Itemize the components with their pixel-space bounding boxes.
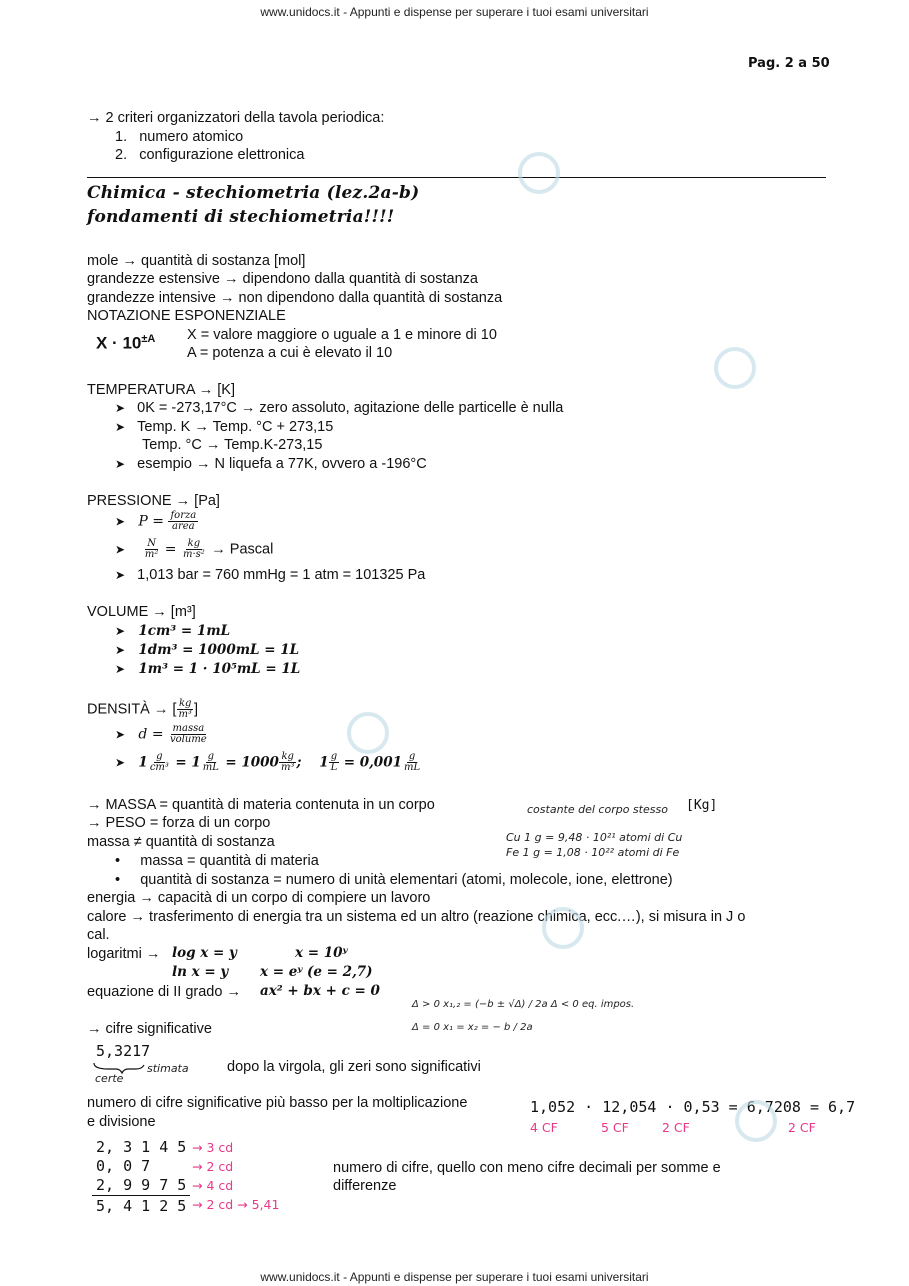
logaritmi-label: logaritmi → — [87, 946, 161, 962]
section-subtitle: fondamenti di stechiometria!!!! — [87, 207, 395, 227]
pressione-heading: PRESSIONE → [Pa] — [87, 493, 220, 509]
somme-line-1: numero di cifre, quello con meno cifre decimali per somme e — [333, 1160, 721, 1176]
intro-item-2: 2. configurazione elettronica — [115, 147, 305, 163]
exp-a-def: A = potenza a cui è elevato il 10 — [187, 345, 393, 361]
delta-note-2: Δ = 0 x₁ = x₂ = − b / 2a — [412, 1022, 533, 1033]
massa-bullet-2: • quantità di sostanza = numero di unità elementari (atomi, molecole, ione, elettrone) — [115, 872, 673, 888]
example-5321: 5,3217 — [96, 1042, 151, 1060]
sum-cd-4: → 2 cd → 5,41 — [192, 1197, 280, 1212]
sum-row-1: 2, 3 1 4 5 — [96, 1138, 187, 1156]
mult-line-1: numero di cifre significative più basso per la moltiplicazione — [87, 1095, 468, 1111]
massa-line: → MASSA = quantità di materia contenuta in un corpo — [87, 797, 435, 813]
ln-formula: ln x = y — [172, 964, 229, 980]
cf-label-1: 4 CF — [530, 1120, 558, 1135]
sum-line — [92, 1195, 190, 1196]
somme-line-2: differenze — [333, 1178, 397, 1194]
peso-line: → PESO = forza di un corpo — [87, 815, 271, 831]
eq2-label: equazione di II grado → — [87, 984, 241, 1000]
volume-item-1: ➤ 1cm³ = 1mL — [115, 623, 231, 639]
notazione-heading: NOTAZIONE ESPONENZIALE — [87, 308, 286, 324]
calore-line-1: calore → trasferimento di energia tra un sistema ed un altro (reazione chimica, ecc.…), si misura in J o — [87, 909, 746, 925]
cifre-note: dopo la virgola, gli zeri sono significativi — [227, 1059, 481, 1075]
volume-item-3: ➤ 1m³ = 1 · 10⁵mL = 1L — [115, 661, 301, 677]
watermark-logo-icon — [345, 710, 391, 756]
cu-note: Cu 1 g = 9,48 · 10²¹ atomi di Cu — [506, 831, 683, 844]
certe-label: certe — [95, 1072, 124, 1085]
sum-cd-1: → 3 cd — [192, 1140, 234, 1155]
cifre-heading: → cifre significative — [87, 1021, 212, 1037]
watermark-logo-icon — [712, 345, 758, 391]
watermark-logo-icon — [540, 905, 586, 951]
ln-inverse: x = eʸ (e = 2,7) — [260, 964, 373, 980]
cf-label-3: 2 CF — [662, 1120, 690, 1135]
sum-total: 5, 4 1 2 5 — [96, 1197, 187, 1215]
sum-cd-2: → 2 cd — [192, 1159, 234, 1174]
mult-line-2: e divisione — [87, 1114, 156, 1130]
sum-row-2: 0, 0 7 — [96, 1157, 151, 1175]
costante-note: costante del corpo stesso — [527, 803, 668, 816]
temperatura-heading: TEMPERATURA → [K] — [87, 382, 235, 398]
sum-cd-3: → 4 cd — [192, 1178, 234, 1193]
volume-item-2: ➤ 1dm³ = 1000mL = 1L — [115, 642, 300, 658]
temp-item-3: Temp. °C → Temp.K-273,15 — [142, 437, 323, 453]
massa-neq-line: massa ≠ quantità di sostanza — [87, 834, 275, 850]
intro-item-1: 1. numero atomico — [115, 129, 244, 145]
energia-line: energia → capacità di un corpo di compiere un lavoro — [87, 890, 431, 906]
intro-line: → 2 criteri organizzatori della tavola periodica: — [87, 110, 385, 126]
fe-note: Fe 1 g = 1,08 · 10²² atomi di Fe — [506, 846, 680, 859]
delta-note-1: Δ > 0 x₁,₂ = (−b ± √Δ) / 2a Δ < 0 eq. impos. — [412, 999, 635, 1010]
section-divider — [87, 177, 826, 178]
densita-formula: ➤ d = $\frac{\text{massa}}{\text{volume}}$ — [115, 723, 207, 745]
stimata-label: stimata — [147, 1062, 189, 1075]
top-banner[interactable]: www.unidocs.it - Appunti e dispense per superare i tuoi esami universitari — [260, 5, 649, 19]
page-number: Pag. 2 a 50 — [748, 56, 830, 71]
volume-heading: VOLUME → [m³] — [87, 604, 196, 620]
cf-label-2: 5 CF — [601, 1120, 629, 1135]
exp-x-def: X = valore maggiore o uguale a 1 e minore di 10 — [187, 327, 497, 343]
log-formula: log x = y — [172, 945, 237, 961]
def-estensive: grandezze estensive → dipendono dalla quantità di sostanza — [87, 271, 478, 287]
exp-formula: $X \cdot 10^{\pm A}$ — [96, 333, 156, 353]
pressione-units: ➤ $\frac{N}{\text{m²}}$ = $\frac{kg}{\text{m·s²}}$ → Pascal — [115, 538, 274, 560]
temp-item-1: ➤ 0K = -273,17°C → zero assoluto, agitazione delle particelle è nulla — [115, 400, 564, 416]
densita-heading: DENSITÀ → [ $\frac{kg}{\text{m³}}$ ] — [87, 698, 198, 720]
densita-conversion: ➤ 1 $\frac{g}{\text{cm³}}$ = 1 $\frac{g}{mL}$ = 1000 $\frac{kg}{\text{m³}}$ ; 1 $\frac{g}{L}$ = 0,001 $\frac{g}{mL}$ — [115, 751, 421, 773]
massa-bullet-1: • massa = quantità di materia — [115, 853, 319, 869]
mult-example: 1,052 · 12,054 · 0,53 = 6,7208 = 6,7 — [530, 1098, 856, 1116]
cf-label-4: 2 CF — [788, 1120, 816, 1135]
sum-row-3: 2, 9 9 7 5 — [96, 1176, 187, 1194]
pressione-bar: ➤ 1,013 bar = 760 mmHg = 1 atm = 101325 Pa — [115, 567, 426, 583]
watermark-logo-icon — [733, 1098, 779, 1144]
temp-item-4: ➤ esempio → N liquefa a 77K, ovvero a -196°C — [115, 456, 427, 472]
bottom-banner[interactable]: www.unidocs.it - Appunti e dispense per superare i tuoi esami universitari — [260, 1270, 649, 1284]
pressione-formula: ➤ P = $\frac{\text{forza}}{\text{area}}$ — [115, 510, 197, 532]
log-inverse: x = 10ʸ — [295, 945, 348, 961]
watermark-logo-icon — [516, 150, 562, 196]
temp-item-2: ➤ Temp. K → Temp. °C + 273,15 — [115, 419, 334, 435]
def-mole: mole → quantità di sostanza [mol] — [87, 253, 306, 269]
def-intensive: grandezze intensive → non dipendono dalla quantità di sostanza — [87, 290, 503, 306]
eq2-formula: ax² + bx + c = 0 — [260, 983, 380, 999]
kg-note: [Kg] — [686, 798, 718, 813]
section-title: Chimica - stechiometria (lez.2a-b) — [87, 183, 420, 203]
calore-line-2: cal. — [87, 927, 110, 943]
